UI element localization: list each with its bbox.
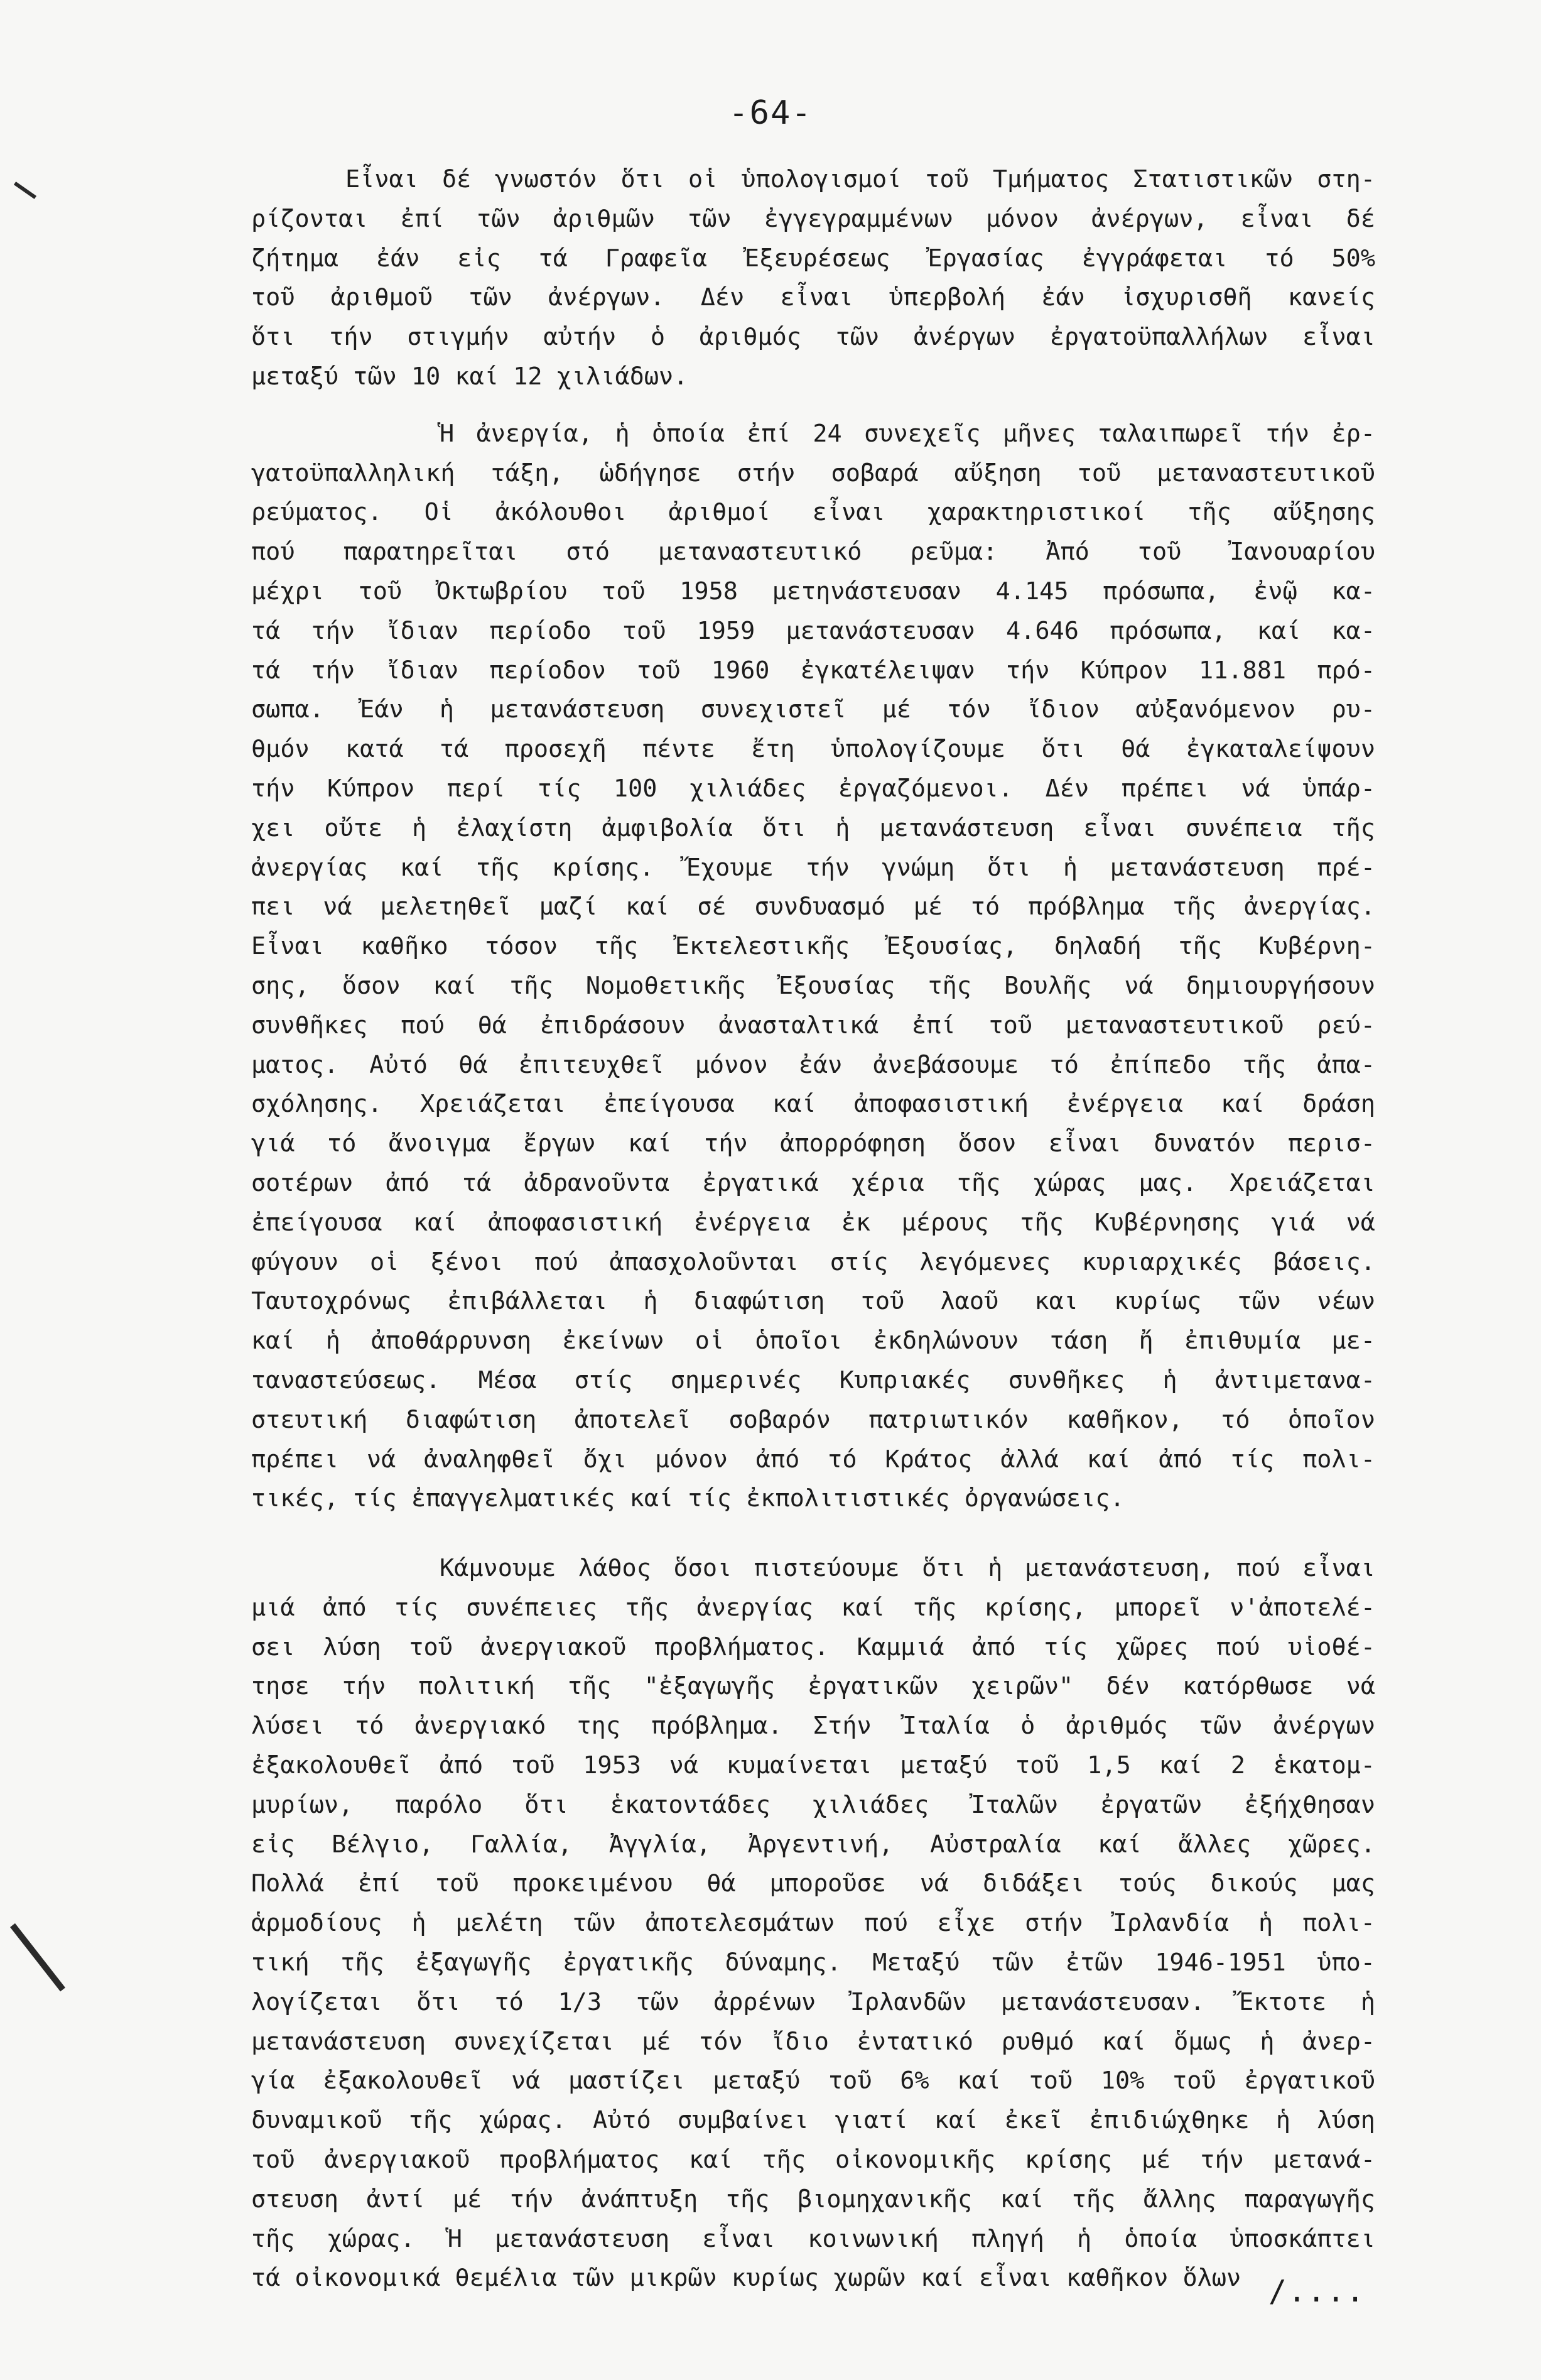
text-line: ρίζονται ἐπί τῶν ἀριθμῶν τῶν ἐγγεγραμμένων μόνον ἀνέργων, εἶναι δέ (251, 204, 1375, 233)
scan-artifact-left-bottom (10, 1923, 65, 1992)
text-line: Εἶναι δέ γνωστόν ὅτι οἱ ὑπολογισμοί τοῦ Τμήματος Στατιστικῶν στη- (345, 165, 1375, 193)
scan-artifact-left-top (14, 182, 36, 199)
text-line: τική τῆς ἐξαγωγῆς ἐργατικῆς δύναμης. Μεταξύ τῶν ἐτῶν 1946-1951 ὑπο- (251, 1948, 1375, 1977)
text-line: ὅτι τήν στιγμήν αὐτήν ὁ ἀριθμός τῶν ἀνέργων ἐργατοϋπαλλήλων εἶναι (251, 323, 1375, 352)
text-line: καί ἡ ἀποθάρρυνση ἐκείνων οἱ ὁποῖοι ἐκδηλώνουν τάση ἤ ἐπιθυμία με- (251, 1327, 1375, 1356)
text-line: γιά τό ἄνοιγμα ἔργων καί τήν ἀπορρόφηση ὅσον εἶναι δυνατόν περισ- (251, 1129, 1375, 1158)
text-line: ρεύματος. Οἱ ἀκόλουθοι ἀριθμοί εἶναι χαρακτηριστικοί τῆς αὔξησης (251, 498, 1375, 527)
text-line: τά τήν ἴδιαν περίοδον τοῦ 1960 ἐγκατέλειψαν τήν Κύπρον 11.881 πρό- (251, 656, 1375, 685)
text-line: Κάμνουμε λάθος ὅσοι πιστεύουμε ὅτι ἡ μετανάστευση, πού εἶναι (440, 1554, 1375, 1583)
text-line: ἀνεργίας καί τῆς κρίσης. Ἔχουμε τήν γνώμη ὅτι ἡ μετανάστευση πρέ- (251, 853, 1375, 882)
text-line: στευση ἀντί μέ τήν ἀνάπτυξη τῆς βιομηχανικῆς καί τῆς ἄλλης παραγωγῆς (251, 2185, 1375, 2214)
text-line: ἐξακολουθεῖ ἀπό τοῦ 1953 νά κυμαίνεται μεταξύ τοῦ 1,5 καί 2 ἑκατομ- (251, 1751, 1375, 1780)
text-line: Πολλά ἐπί τοῦ προκειμένου θά μποροῦσε νά διδάξει τούς δικούς μας (251, 1869, 1375, 1898)
text-line: στευτική διαφώτιση ἀποτελεῖ σοβαρόν πατριωτικόν καθῆκον, τό ὁποῖον (251, 1405, 1375, 1434)
text-line: σης, ὅσον καί τῆς Νομοθετικῆς Ἐξουσίας τῆς Βουλῆς νά δημιουργήσουν (251, 971, 1375, 1000)
text-line: θμόν κατά τά προσεχῆ πέντε ἔτη ὑπολογίζουμε ὅτι θά ἐγκαταλείψουν (251, 735, 1375, 764)
text-line: σοτέρων ἀπό τά ἀδρανοῦντα ἐργατικά χέρια τῆς χώρας μας. Χρειάζεται (251, 1168, 1375, 1197)
text-line: φύγουν οἱ ξένοι πού ἀπασχολοῦνται στίς λεγόμενες κυριαρχικές βάσεις. (251, 1247, 1375, 1276)
text-line: Ταυτοχρόνως ἐπιβάλλεται ἡ διαφώτιση τοῦ λαοῦ και κυρίως τῶν νέων (251, 1287, 1375, 1316)
text-line: εἰς Βέλγιο, Γαλλία, Ἀγγλία, Ἀργεντινή, Αὐστραλία καί ἄλλες χῶρες. (251, 1830, 1375, 1859)
text-line: τά τήν ἴδιαν περίοδο τοῦ 1959 μετανάστευσαν 4.646 πρόσωπα, καί κα- (251, 616, 1375, 645)
text-line: ἐπείγουσα καί ἀποφασιστική ἐνέργεια ἐκ μέρους τῆς Κυβέρνησης γιά νά (251, 1208, 1375, 1237)
page-number: -64- (728, 94, 813, 132)
text-line: πού παρατηρεῖται στό μεταναστευτικό ρεῦμα: Ἀπό τοῦ Ἰανουαρίου (251, 538, 1375, 567)
text-line: σχόλησης. Χρειάζεται ἐπείγουσα καί ἀποφασιστική ἐνέργεια καί δράση (251, 1090, 1375, 1119)
text-line: ταναστεύσεως. Μέσα στίς σημερινές Κυπριακές συνθῆκες ἡ ἀντιμετανα- (251, 1366, 1375, 1394)
paragraph-2 (251, 415, 1375, 1519)
text-line: δυναμικοῦ τῆς χώρας. Αὐτό συμβαίνει γιατί καί ἐκεῖ ἐπιδιώχθηκε ἡ λύση (251, 2106, 1375, 2135)
text-line: μιά ἀπό τίς συνέπειες τῆς ἀνεργίας καί τῆς κρίσης, μπορεῖ ν'ἀποτελέ- (251, 1593, 1375, 1622)
text-line: μέχρι τοῦ Ὀκτωβρίου τοῦ 1958 μετηνάστευσαν 4.145 πρόσωπα, ἐνῷ κα- (251, 577, 1375, 606)
text-line: τήν Κύπρον περί τίς 100 χιλιάδες ἐργαζόμενοι. Δέν πρέπει νά ὑπάρ- (251, 774, 1375, 803)
text-line: χει οὔτε ἡ ἐλαχίστη ἀμφιβολία ὅτι ἡ μετανάστευση εἶναι συνέπεια τῆς (251, 813, 1375, 842)
text-line: μετανάστευση συνεχίζεται μέ τόν ἴδιο ἐντατικό ρυθμό καί ὅμως ἡ ἀνερ- (251, 2027, 1375, 2056)
document-body (251, 160, 1375, 2298)
text-line: Εἶναι καθῆκο τόσον τῆς Ἐκτελεστικῆς Ἐξουσίας, δηλαδή τῆς Κυβέρνη- (251, 932, 1375, 961)
text-line: λογίζεται ὅτι τό 1/3 τῶν ἀρρένων Ἰρλανδῶν μετανάστευσαν. Ἔκτοτε ἡ (251, 1987, 1375, 2016)
paragraph-3 (251, 1549, 1375, 2298)
text-line: πρέπει νά ἀναληφθεῖ ὄχι μόνον ἀπό τό Κράτος ἀλλά καί ἀπό τίς πολι- (251, 1445, 1375, 1474)
text-line: τά οἰκονομικά θεμέλια τῶν μικρῶν κυρίως χωρῶν καί εἶναι καθῆκον ὅλων (251, 2264, 1241, 2293)
text-line: σωπα. Ἐάν ἡ μετανάστευση συνεχιστεῖ μέ τόν ἴδιον αὐξανόμενον ρυ- (251, 695, 1375, 724)
text-line: πει νά μελετηθεῖ μαζί καί σέ συνδυασμό μέ τό πρόβλημα τῆς ἀνεργίας. (251, 893, 1375, 921)
text-line: ἁρμοδίους ἡ μελέτη τῶν ἀποτελεσμάτων πού εἶχε στήν Ἰρλανδία ἡ πολι- (251, 1909, 1375, 1938)
text-line: τησε τήν πολιτική τῆς "ἐξαγωγῆς ἐργατικῶν χειρῶν" δέν κατόρθωσε νά (251, 1672, 1375, 1701)
text-line: σει λύση τοῦ ἀνεργιακοῦ προβλήματος. Καμμιά ἀπό τίς χῶρες πού υἱοθέ- (251, 1633, 1375, 1661)
text-line: συνθῆκες πού θά ἐπιδράσουν ἀνασταλτικά ἐπί τοῦ μεταναστευτικοῦ ρεύ- (251, 1011, 1375, 1040)
text-line: Ἡ ἀνεργία, ἡ ὁποία ἐπί 24 συνεχεῖς μῆνες ταλαιπωρεῖ τήν ἐρ- (440, 419, 1375, 448)
text-line: μεταξύ τῶν 10 καί 12 χιλιάδων. (251, 362, 688, 391)
text-line: μυρίων, παρόλο ὅτι ἑκατοντάδες χιλιάδες Ἰταλῶν ἐργατῶν ἐξήχθησαν (251, 1790, 1375, 1819)
text-line: γία ἐξακολουθεῖ νά μαστίζει μεταξύ τοῦ 6% καί τοῦ 10% τοῦ ἐργατικοῦ (251, 2067, 1375, 2095)
text-line: ζήτημα ἐάν εἰς τά Γραφεῖα Ἐξευρέσεως Ἐργασίας ἐγγράφεται τό 50% (251, 244, 1375, 273)
text-line: τῆς χώρας. Ἡ μετανάστευση εἶναι κοινωνική πληγή ἡ ὁποία ὑποσκάπτει (251, 2224, 1375, 2253)
text-line: γατοϋπαλληλική τάξη, ὡδήγησε στήν σοβαρά αὔξηση τοῦ μεταναστευτικοῦ (251, 459, 1375, 487)
text-line: τικές, τίς ἐπαγγελματικές καί τίς ἐκπολιτιστικές ὀργανώσεις. (251, 1484, 1125, 1513)
text-line: λύσει τό ἀνεργιακό της πρόβλημα. Στήν Ἰταλία ὁ ἀριθμός τῶν ἀνέργων (251, 1712, 1375, 1741)
paragraph-1 (251, 160, 1375, 397)
text-line: ματος. Αὐτό θά ἐπιτευχθεῖ μόνον ἐάν ἀνεβάσουμε τό ἐπίπεδο τῆς ἀπα- (251, 1050, 1375, 1079)
text-line: τοῦ ἀνεργιακοῦ προβλήματος καί τῆς οἰκονομικῆς κρίσης μέ τήν μετανά- (251, 2146, 1375, 2175)
continuation-mark: /.... (1268, 2274, 1366, 2309)
text-line: τοῦ ἀριθμοῦ τῶν ἀνέργων. Δέν εἶναι ὑπερβολή ἐάν ἰσχυρισθῆ κανείς (251, 283, 1375, 312)
